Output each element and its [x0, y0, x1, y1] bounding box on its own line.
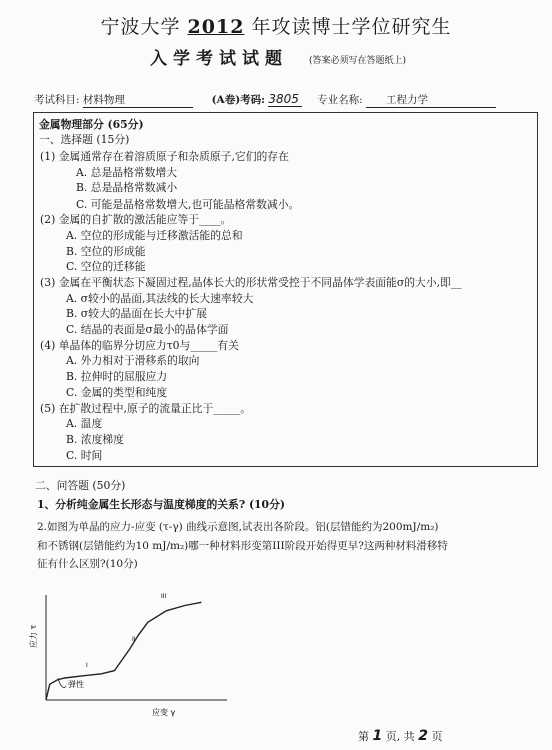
major-value: 工程力学 [366, 92, 496, 108]
exam-title-suffix: 年攻读博士学位研究生 [251, 16, 452, 38]
q1-option-a: A. 总是晶格常数增大 [76, 166, 178, 179]
part2-question-2-line3: 征有什么区别?(10分) [37, 558, 138, 570]
stage-1-label: I [86, 662, 88, 669]
question-3: (3) 金属在平衡状态下凝固过程,晶体长大的形状常受控于不同晶体学表面能σ的大小,即__ [40, 276, 462, 289]
question-4: (4) 单晶体的临界分切应力τ0与_____有关 [40, 339, 239, 352]
q3-option-a: A. σ较小的晶面,其法线的长大速率较大 [66, 292, 254, 305]
stress-strain-svg [29, 590, 232, 725]
part2-question-2-line2: 和不锈钢(层错能约为10 mJ/m₂)哪一种材料形变第III阶段开始得更早?这两种材料滑移特 [37, 540, 448, 552]
footer-suffix: 页 [431, 730, 443, 743]
x-axis-label: 应变 γ [152, 708, 176, 717]
paper-code: 3805 [268, 92, 302, 107]
part2-question-2-line1: 2.如图为单晶的应力-应变 (τ-γ) 曲线示意图,试表出各阶段。铝(层错能约为200mJ/m₂) [37, 521, 439, 533]
y-axis-label: 应力 τ [29, 624, 38, 648]
elastic-label: 弹性 [68, 680, 84, 689]
exam-year: 2012 [187, 16, 245, 38]
q1-option-b: B. 总是晶格常数减小 [76, 181, 178, 194]
q3-option-c: C. 结晶的表面是σ最小的晶体学面 [66, 323, 229, 336]
section2-heading: 二、问答题 (50分) [35, 479, 126, 492]
subject-label: 考试科目: [34, 94, 80, 106]
q4-option-b: B. 拉伸时的屈服应力 [66, 370, 168, 383]
question-1: (1) 金属通常存在着溶质原子和杂质原子,它们的存在 [40, 150, 289, 163]
stress-strain-chart [29, 590, 232, 725]
stage-2-label: II [132, 636, 136, 643]
q5-option-b: B. 浓度梯度 [66, 433, 124, 446]
section1-heading: 一、选择题 (15分) [39, 133, 130, 146]
q4-option-c: C. 金属的类型和纯度 [66, 386, 168, 399]
exam-subtitle: 入学考试试题 [150, 49, 288, 69]
footer-middle: 页, 共 [385, 730, 415, 743]
major-label: 专业名称: [317, 94, 363, 106]
q5-option-a: A. 温度 [66, 417, 103, 430]
page-number: 1 [372, 728, 383, 744]
part1-title: 金属物理部分 (65分) [39, 118, 144, 131]
university-name: 宁波大学 [100, 16, 181, 38]
page-footer [358, 728, 443, 744]
paper-label: (A卷)考码: [211, 94, 266, 106]
q2-option-c: C. 空位的迁移能 [66, 260, 146, 273]
exam-info-line [34, 92, 539, 108]
q5-option-c: C. 时间 [66, 449, 103, 462]
answer-note: (答案必须写在答题纸上) [309, 56, 407, 66]
question-5: (5) 在扩散过程中,原子的流量正比于_____。 [40, 402, 252, 415]
footer-prefix: 第 [358, 730, 369, 743]
metal-physics-section [33, 112, 538, 467]
stage-3-label: III [161, 593, 167, 600]
q2-option-b: B. 空位的形成能 [66, 245, 146, 258]
part2-question-1: 1、分析纯金属生长形态与温度梯度的关系? (10分) [37, 498, 285, 511]
q3-option-b: B. σ较大的晶面在长大中扩展 [66, 307, 207, 320]
question-2: (2) 金属的自扩散的激活能应等于____。 [40, 213, 232, 226]
total-pages: 2 [418, 728, 428, 744]
exam-title [0, 12, 552, 39]
q2-option-a: A. 空位的形成能与迁移激活能的总和 [66, 229, 243, 242]
subject-value: 材料物理 [83, 92, 193, 108]
q4-option-a: A. 外力相对于滑移系的取向 [66, 354, 200, 367]
q1-option-c: C. 可能是晶格常数增大,也可能晶格常数减小。 [76, 198, 300, 211]
